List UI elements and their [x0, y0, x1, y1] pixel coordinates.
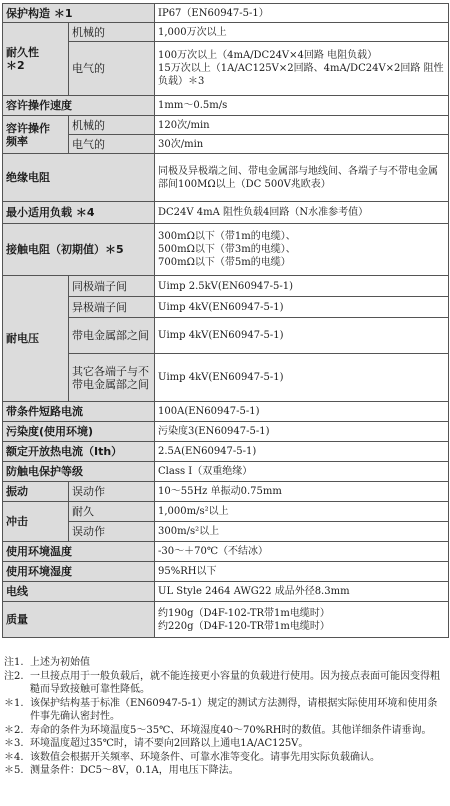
- row-dielectric-same-pole: [3, 276, 449, 297]
- label-frequency-electrical: 电气的: [69, 135, 155, 154]
- label-operating-frequency: 容许操作 频率: [3, 116, 69, 154]
- row-operating-speed: [3, 96, 449, 116]
- row-frequency-mechanical: [3, 116, 449, 135]
- row-ambient-humidity: [3, 562, 449, 582]
- row-durability-electrical: [3, 42, 449, 96]
- label-contact-resistance: 接触电阻（初期值）＊5: [3, 224, 155, 276]
- row-pollution: [3, 422, 449, 442]
- label-durability-mechanical: 机械的: [69, 23, 155, 42]
- value-vibration: 10～55Hz 单振动0.75mm: [155, 482, 449, 502]
- note-tag: ＊4.: [4, 751, 24, 763]
- value-shock-malfunction: 300m/s²以上: [155, 522, 449, 542]
- note-text: 寿命的条件为环境温度5～35℃、环境湿度40～70%RH时的数值。其他详细条件请垂询。: [30, 724, 432, 736]
- label-vibration: 振动: [3, 482, 69, 502]
- label-short-circuit: 带条件短路电流: [3, 402, 155, 422]
- row-min-load: [3, 202, 449, 224]
- value-operating-speed: 1mm～0.5m/s: [155, 96, 449, 116]
- row-cable: [3, 582, 449, 602]
- value-shock-protection: Class Ⅰ（双重绝缘）: [155, 462, 449, 482]
- label-shock: 冲击: [3, 502, 69, 542]
- note-tag: ＊2.: [4, 724, 24, 736]
- value-frequency-electrical: 30次/min: [155, 135, 449, 154]
- row-ambient-temp: [3, 542, 449, 562]
- label-ambient-temp: 使用环境温度: [3, 542, 155, 562]
- label-durability-electrical: 电气的: [69, 42, 155, 96]
- row-insulation: [3, 154, 449, 202]
- note-text: 测量条件：DC5～8V，0.1A，用电压下降法。: [30, 765, 239, 776]
- value-dielectric-live-metal: Uimp 4kV(EN60947-5-1): [155, 318, 449, 354]
- value-dielectric-same-pole: Uimp 2.5kV(EN60947-5-1): [155, 276, 449, 297]
- row-dielectric-diff-pole: [3, 297, 449, 318]
- value-shock-durability: 1,000m/s²以上: [155, 502, 449, 522]
- row-shock-durability: [3, 502, 449, 522]
- value-dielectric-other: Uimp 4kV(EN60947-5-1): [155, 354, 449, 402]
- value-durability-electrical: 100万次以上（4mA/DC24V×4回路 电阻负载） 15万次以上（1A/AC125V×2回路、4mA/DC24V×2回路 阻性负载）＊3: [155, 42, 449, 96]
- label-shock-protection: 防触电保护等级: [3, 462, 155, 482]
- row-dielectric-other: [3, 354, 449, 402]
- value-durability-mechanical: 1,000万次以上: [155, 23, 449, 42]
- note-text: 该保护结构基于标准（EN60947-5-1）规定的测试方法测得，请根据实际使用环境和使用条件事先确认密封性。: [30, 697, 438, 722]
- note-tag: ＊1.: [4, 697, 24, 709]
- value-cable: UL Style 2464 AWG22 成品外径8.3mm: [155, 582, 449, 602]
- value-frequency-mechanical: 120次/min: [155, 116, 449, 135]
- label-dielectric-live-metal: 带电金属部之间: [69, 318, 155, 354]
- footnote-1: [4, 697, 446, 724]
- label-vibration-malfunction: 误动作: [69, 482, 155, 502]
- row-durability-mechanical: [3, 23, 449, 42]
- note-1: [4, 656, 446, 670]
- footnote-5: [4, 764, 446, 778]
- note-tag: 注2.: [4, 670, 24, 682]
- label-ambient-humidity: 使用环境湿度: [3, 562, 155, 582]
- label-dielectric: 耐电压: [3, 276, 69, 402]
- note-text: 上述为初始值: [30, 657, 90, 668]
- label-shock-durability: 耐久: [69, 502, 155, 522]
- value-pollution: 污染度3(EN60947-5-1): [155, 422, 449, 442]
- label-frequency-mechanical: 机械的: [69, 116, 155, 135]
- footnotes: [4, 656, 446, 778]
- note-text: 一旦接点用于一般负载后，就不能连接更小容量的负载进行使用。因为接点表面可能因变得粗糙而导致接触可靠性降低。: [30, 670, 440, 695]
- row-shock-protection: [3, 462, 449, 482]
- label-durability: 耐久性 ＊2: [3, 23, 69, 96]
- footnote-4: [4, 751, 446, 765]
- value-ambient-humidity: 95%RH以下: [155, 562, 449, 582]
- label-insulation: 绝缘电阻: [3, 154, 155, 202]
- label-dielectric-same-pole: 同极端子间: [69, 276, 155, 297]
- footnote-3: [4, 737, 446, 751]
- label-operating-speed: 容许操作速度: [3, 96, 155, 116]
- row-dielectric-live-metal: [3, 318, 449, 354]
- label-min-load: 最小适用负载 ＊4: [3, 202, 155, 224]
- note-tag: ＊3.: [4, 738, 24, 749]
- label-protection: 保护构造 ＊1: [3, 4, 155, 23]
- value-protection: IP67（EN60947-5-1）: [155, 4, 449, 23]
- note-text: 该数值会根据开关频率、环境条件、可靠水准等变化。请事先用实际负载确认。: [30, 751, 380, 763]
- specification-table: [2, 3, 449, 638]
- label-dielectric-diff-pole: 异极端子间: [69, 297, 155, 318]
- value-insulation: 同极及异极端之间、带电金属部与地线间、各端子与不带电金属部间100MΩ以上（DC 500V兆欧表）: [155, 154, 449, 202]
- value-short-circuit: 100A(EN60947-5-1): [155, 402, 449, 422]
- row-contact-resistance: [3, 224, 449, 276]
- value-min-load: DC24V 4mA 阻性负载4回路（N水准参考值）: [155, 202, 449, 224]
- footnote-2: [4, 724, 446, 738]
- value-thermal-current: 2.5A(EN60947-5-1): [155, 442, 449, 462]
- row-shock-malfunction: [3, 522, 449, 542]
- row-frequency-electrical: [3, 135, 449, 154]
- label-weight: 质量: [3, 602, 155, 638]
- label-cable: 电线: [3, 582, 155, 602]
- row-vibration: [3, 482, 449, 502]
- note-text: 环境温度超过35℃时，请不要向2回路以上通电1A/AC125V。: [30, 738, 309, 749]
- row-short-circuit: [3, 402, 449, 422]
- note-tag: ＊5.: [4, 765, 24, 776]
- value-weight: 约190g（D4F-102-TR带1m电缆时） 约220g（D4F-120-TR带1m电缆时）: [155, 602, 449, 638]
- value-contact-resistance: 300mΩ以下（带1m的电缆）、 500mΩ以下（带3m的电缆）、 700mΩ以下（带5m的电缆）: [155, 224, 449, 276]
- label-shock-malfunction: 误动作: [69, 522, 155, 542]
- row-thermal-current: [3, 442, 449, 462]
- label-pollution: 污染度(使用环境): [3, 422, 155, 442]
- note-2: [4, 670, 446, 697]
- row-weight: [3, 602, 449, 638]
- note-tag: 注1.: [4, 657, 24, 668]
- label-dielectric-other: 其它各端子与不带电金属部之间: [69, 354, 155, 402]
- value-ambient-temp: -30～＋70℃（不结冰）: [155, 542, 449, 562]
- row-protection: [3, 4, 449, 23]
- label-thermal-current: 额定开放热电流（Ith）: [3, 442, 155, 462]
- value-dielectric-diff-pole: Uimp 4kV(EN60947-5-1): [155, 297, 449, 318]
